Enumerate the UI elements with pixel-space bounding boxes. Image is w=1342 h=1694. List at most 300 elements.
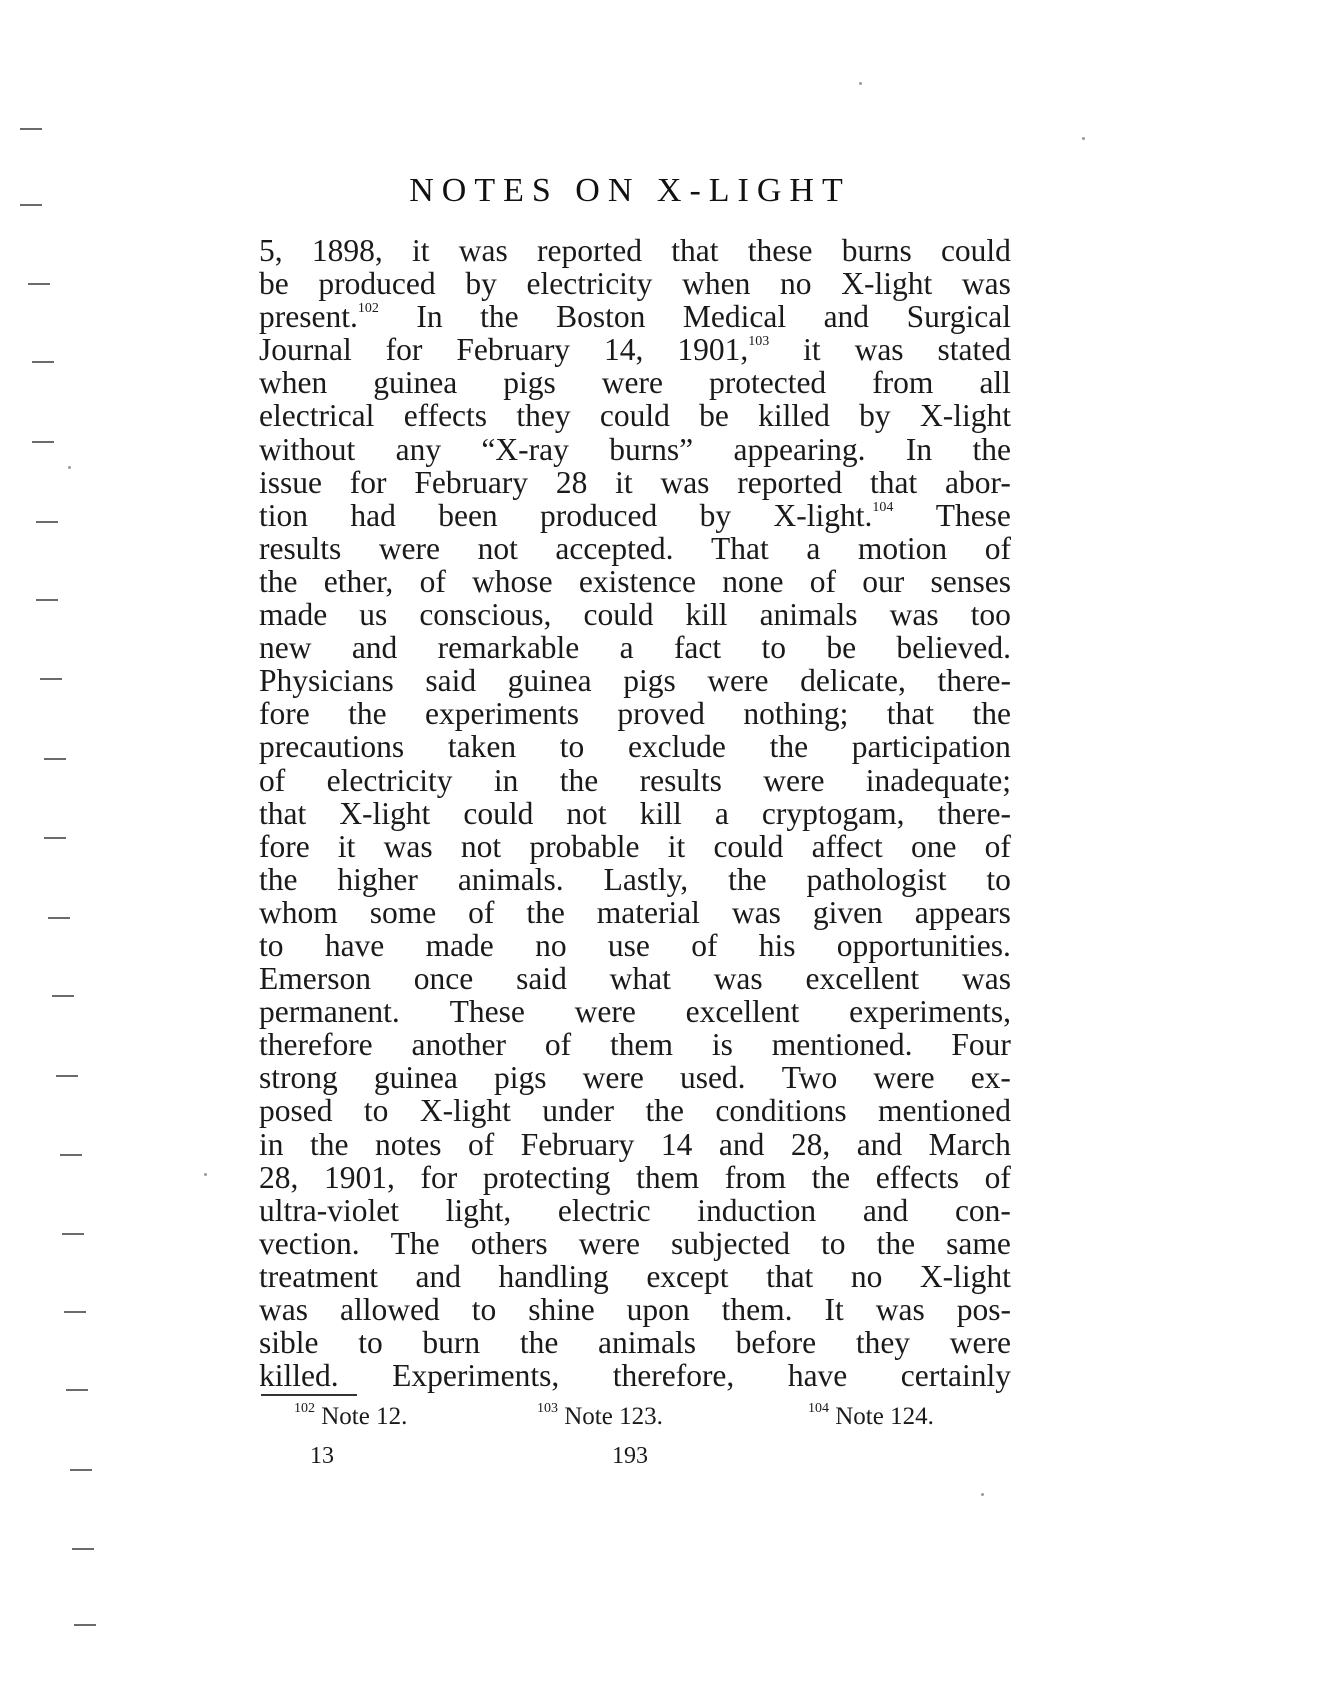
text-line — [259, 1194, 1011, 1227]
word: ultra-violet — [259, 1192, 399, 1228]
word: affect — [811, 828, 883, 864]
word: from — [872, 365, 934, 401]
scan-speck — [204, 1173, 207, 1176]
word: Surgical — [906, 299, 1011, 335]
word: of — [809, 563, 836, 599]
word: a — [714, 795, 729, 831]
word: ex- — [970, 1060, 1011, 1096]
word: whose — [472, 563, 553, 599]
word: reported — [737, 464, 843, 500]
word: to — [358, 1325, 383, 1361]
word: of — [984, 828, 1011, 864]
word: could — [463, 795, 534, 831]
word: were — [949, 1325, 1011, 1361]
binding-mark — [62, 1233, 84, 1235]
binding-mark — [70, 1469, 92, 1471]
word: protecting — [482, 1159, 611, 1195]
word: the — [769, 729, 809, 765]
word: been — [438, 497, 498, 533]
word: given — [812, 894, 883, 930]
word: animals — [759, 597, 858, 633]
word: Emerson — [259, 961, 371, 997]
word: abor- — [945, 464, 1011, 500]
footnote-reference: 104 — [872, 499, 894, 515]
word: fore — [259, 828, 310, 864]
word: for — [349, 464, 387, 500]
word: issue — [259, 464, 322, 500]
word: was — [854, 332, 904, 368]
scan-speck — [981, 1493, 984, 1496]
scan-speck — [68, 466, 71, 469]
word: mentioned. — [771, 1027, 913, 1063]
word: burns” — [609, 431, 694, 467]
word: existence — [578, 563, 696, 599]
word: upon — [626, 1292, 690, 1327]
footnote-102 — [294, 1403, 407, 1431]
word: Lastly, — [603, 861, 689, 897]
word: motion — [857, 530, 948, 566]
word: of — [468, 894, 495, 930]
word: before — [735, 1325, 817, 1361]
word: was — [889, 597, 939, 633]
page-number: 193 — [612, 1443, 648, 1469]
text-line — [259, 1094, 1011, 1127]
binding-mark — [32, 361, 54, 363]
binding-mark — [20, 128, 42, 130]
word: not — [460, 828, 502, 864]
word: once — [413, 961, 474, 997]
word: 28, — [790, 1126, 831, 1162]
word: It — [824, 1292, 844, 1327]
word: a — [806, 530, 821, 566]
word: was — [383, 828, 433, 864]
text-line — [259, 1128, 1011, 1161]
word: Journal — [259, 332, 352, 368]
word: the — [480, 299, 519, 335]
text-line — [259, 1326, 1011, 1359]
word: of — [419, 563, 446, 599]
text-line — [259, 631, 1011, 664]
word: for — [420, 1159, 458, 1195]
word: The — [390, 1225, 440, 1261]
word: was — [875, 1292, 925, 1327]
word: and — [862, 1192, 909, 1228]
binding-mark — [74, 1624, 96, 1626]
word: 28, — [259, 1159, 299, 1195]
word: strong — [259, 1060, 338, 1096]
word: the — [259, 861, 298, 897]
word: burns — [841, 233, 912, 268]
word: any — [395, 431, 442, 467]
text-line — [259, 565, 1011, 598]
word: reported — [537, 233, 642, 268]
word: of — [544, 1027, 572, 1063]
word: In — [416, 299, 443, 335]
word: were — [578, 1225, 640, 1261]
text-line — [259, 234, 1011, 267]
word: was — [458, 233, 508, 268]
word: be — [699, 398, 729, 434]
word: participation — [851, 729, 1011, 765]
word: of — [691, 927, 718, 963]
text-line — [259, 333, 1011, 366]
word: same — [946, 1225, 1011, 1261]
word: Experiments, — [392, 1358, 560, 1394]
word: these — [747, 233, 813, 268]
word: whom — [259, 894, 338, 930]
text-line — [259, 929, 1011, 962]
word: pathologist — [806, 861, 947, 897]
word: to — [821, 1225, 846, 1261]
word: handling — [498, 1258, 609, 1294]
word: used. — [679, 1060, 746, 1096]
word: the — [310, 1126, 349, 1162]
word: the — [259, 563, 298, 599]
word: that — [259, 795, 307, 831]
text-line — [259, 730, 1011, 763]
word: it — [803, 332, 821, 368]
word: except — [646, 1258, 729, 1294]
word: it — [337, 828, 356, 864]
word: them — [636, 1159, 700, 1195]
word: could — [583, 597, 654, 633]
word: not — [477, 530, 518, 566]
footnotes — [294, 1403, 994, 1435]
word: 1901,$^{103}$ — [677, 332, 770, 368]
word: These — [935, 497, 1011, 533]
word: the — [972, 696, 1011, 732]
word: them. — [721, 1292, 793, 1327]
word: material — [596, 894, 700, 930]
word: February — [520, 1126, 635, 1162]
binding-mark — [60, 1154, 82, 1156]
binding-mark — [20, 204, 42, 206]
word: to — [761, 630, 786, 666]
word: the — [645, 1093, 684, 1129]
word: sible — [259, 1325, 319, 1361]
word: fore — [259, 696, 310, 732]
word: one — [910, 828, 957, 864]
binding-mark — [64, 1311, 86, 1313]
footnote-text: Note 124. — [835, 1403, 934, 1430]
word: to — [559, 729, 585, 765]
footnote-text: Note 12. — [321, 1403, 408, 1430]
word: X-light — [339, 795, 431, 831]
word: kill — [685, 597, 728, 633]
word: These — [449, 994, 525, 1030]
word: another — [411, 1027, 506, 1063]
word: pigs — [493, 1060, 547, 1096]
binding-mark — [48, 917, 70, 919]
word: certainly — [900, 1358, 1011, 1394]
word: remarkable — [437, 630, 580, 666]
text-line — [259, 1227, 1011, 1260]
word: X-light — [841, 266, 933, 302]
text-line — [259, 433, 1011, 466]
word: excellent — [805, 961, 920, 997]
word: no — [850, 1258, 883, 1294]
word: experiments, — [849, 994, 1011, 1030]
word: appears — [914, 894, 1011, 930]
text-line — [259, 300, 1011, 333]
text-line — [259, 797, 1011, 830]
word: there- — [937, 795, 1011, 831]
word: to — [986, 861, 1011, 897]
word: Four — [951, 1027, 1011, 1063]
word: was — [259, 1292, 308, 1327]
word: believed. — [896, 630, 1011, 666]
word: Two — [781, 1060, 838, 1096]
text-line — [259, 995, 1011, 1028]
binding-mark — [36, 599, 58, 601]
word: of — [467, 1126, 495, 1162]
word: be — [826, 630, 857, 666]
text-line — [259, 1260, 1011, 1293]
word: when — [682, 266, 751, 302]
word: for — [385, 332, 423, 368]
word: that — [886, 696, 935, 732]
word: accepted. — [555, 530, 674, 566]
word: made — [259, 597, 328, 633]
word: his — [758, 927, 796, 963]
word: animals. — [457, 861, 564, 897]
word: treatment — [259, 1258, 378, 1294]
word: was — [660, 464, 710, 500]
word: it — [667, 828, 686, 864]
word: the — [559, 762, 599, 798]
text-line — [259, 466, 1011, 499]
text-line — [259, 1028, 1011, 1061]
word: new — [259, 630, 312, 666]
word: it — [615, 464, 633, 500]
word: that — [870, 464, 918, 500]
word: Medical — [682, 299, 787, 335]
word: electricity — [526, 266, 653, 302]
word: the — [519, 1325, 559, 1361]
word: February — [456, 332, 571, 368]
word: stated — [937, 332, 1011, 368]
scan-speck — [859, 82, 862, 85]
word: results — [639, 762, 722, 798]
word: conditions — [715, 1093, 847, 1129]
word: experiments — [425, 696, 579, 732]
word: excellent — [685, 994, 800, 1030]
word: were — [378, 530, 441, 566]
word: permanent. — [259, 994, 400, 1030]
word: they — [516, 398, 571, 434]
text-line — [259, 863, 1011, 896]
word: kill — [639, 795, 682, 831]
word: ether, — [323, 563, 394, 599]
word: light, — [445, 1192, 512, 1228]
word: March — [928, 1126, 1011, 1162]
word: animals — [598, 1325, 696, 1361]
word: pos- — [956, 1292, 1011, 1327]
word: is — [711, 1027, 733, 1063]
word: from — [724, 1159, 786, 1195]
word: induction — [697, 1192, 817, 1228]
word: fact — [673, 630, 722, 666]
text-line — [259, 1161, 1011, 1194]
word: said — [425, 663, 477, 699]
word: killed. — [259, 1358, 339, 1394]
word: too — [970, 597, 1011, 633]
text-line — [259, 499, 1011, 532]
word: results — [259, 530, 342, 566]
word: pigs — [503, 365, 556, 401]
word: of — [259, 762, 286, 798]
word: 1898, — [311, 233, 383, 268]
word: in — [493, 762, 519, 798]
left-margin-binding-marks — [0, 0, 120, 1694]
word: the — [526, 894, 565, 930]
word: proved — [617, 696, 705, 732]
word: probable — [529, 828, 640, 864]
word: were — [601, 365, 663, 401]
word: X-light — [919, 398, 1011, 434]
word: a — [619, 630, 634, 666]
word: were — [707, 663, 769, 699]
word: X-light.$^{104}$ — [773, 497, 894, 533]
word: cryptogam, — [761, 795, 905, 831]
word: said — [516, 961, 567, 997]
word: guinea — [373, 1060, 458, 1096]
word: have — [324, 927, 385, 963]
word: others — [470, 1225, 548, 1261]
word: “X-ray — [481, 431, 569, 467]
footnote-text: Note 123. — [564, 1403, 663, 1430]
word: and — [856, 1126, 903, 1162]
word: in — [259, 1126, 284, 1162]
word: present.$^{102}$ — [259, 299, 379, 335]
word: and — [823, 299, 870, 335]
word: all — [979, 365, 1011, 401]
word: conscious, — [419, 597, 552, 633]
word: no — [535, 927, 567, 963]
word: had — [350, 497, 396, 533]
word: the — [348, 696, 387, 732]
word: higher — [337, 861, 418, 897]
binding-mark — [44, 837, 66, 839]
word: and — [351, 630, 398, 666]
word: them — [609, 1027, 673, 1063]
word: therefore, — [612, 1358, 735, 1394]
word: of — [984, 530, 1011, 566]
word: the — [972, 431, 1011, 467]
binding-mark — [52, 995, 74, 997]
word: our — [862, 563, 905, 599]
text-line — [259, 664, 1011, 697]
word: be — [259, 266, 289, 302]
word: were — [574, 994, 636, 1030]
word: Boston — [556, 299, 646, 335]
word: subjected — [671, 1225, 790, 1261]
word: the — [811, 1159, 851, 1195]
word: was — [961, 266, 1011, 302]
text-line — [259, 366, 1011, 399]
footnote-reference: 102 — [357, 301, 379, 317]
word: 14, — [604, 332, 644, 368]
binding-mark — [56, 1075, 78, 1077]
word: that — [766, 1258, 814, 1294]
word: what — [609, 961, 671, 997]
scan-speck — [1082, 137, 1085, 140]
word: and — [718, 1126, 765, 1162]
word: electricity — [326, 762, 453, 798]
binding-mark — [72, 1548, 94, 1550]
word: precautions — [259, 729, 405, 765]
word: senses — [930, 563, 1011, 599]
word: to — [259, 927, 284, 963]
word: not — [566, 795, 607, 831]
word: none — [722, 563, 784, 599]
word: killed — [758, 398, 830, 434]
text-line — [259, 267, 1011, 300]
word: to — [363, 1093, 389, 1129]
word: were — [763, 762, 825, 798]
word: and — [415, 1258, 461, 1294]
word: guinea — [507, 663, 592, 699]
word: the — [728, 861, 767, 897]
word: that — [671, 233, 719, 268]
word: produced — [318, 266, 436, 302]
word: 1901, — [323, 1159, 395, 1195]
text-line — [259, 830, 1011, 863]
word: made — [425, 927, 494, 963]
word: of — [984, 1159, 1011, 1195]
word: no — [780, 266, 812, 302]
word: February — [414, 464, 529, 500]
word: burn — [422, 1325, 481, 1361]
word: mentioned — [878, 1093, 1011, 1129]
word: could — [599, 398, 670, 434]
binding-mark — [36, 521, 58, 523]
word: delicate, — [800, 663, 906, 699]
word: notes — [374, 1126, 442, 1162]
footnote-rule — [261, 1394, 357, 1396]
word: Physicians — [259, 663, 394, 699]
word: 28 — [555, 464, 588, 500]
text-line — [259, 399, 1011, 432]
word: electrical — [259, 398, 375, 434]
word: tion — [259, 497, 309, 533]
word: was — [713, 961, 763, 997]
footnote-marker: 102 — [294, 1401, 315, 1416]
word: exclude — [627, 729, 726, 765]
word: could — [940, 233, 1011, 268]
footnote-104 — [808, 1403, 934, 1431]
word: there- — [937, 663, 1011, 699]
word: was — [962, 961, 1011, 997]
word: taken — [447, 729, 517, 765]
word: therefore — [259, 1027, 373, 1063]
word: vection. — [259, 1225, 360, 1261]
text-line — [259, 1293, 1011, 1326]
binding-mark — [44, 758, 66, 760]
word: use — [607, 927, 650, 963]
running-head: NOTES ON X-LIGHT — [409, 172, 851, 209]
text-line — [259, 896, 1011, 929]
word: were — [582, 1060, 644, 1096]
word: inadequate; — [865, 762, 1011, 798]
word: guinea — [373, 365, 458, 401]
word: have — [787, 1358, 848, 1394]
word: by — [859, 398, 891, 434]
word: the — [876, 1225, 916, 1261]
word: could — [713, 828, 784, 864]
word: 5, — [259, 233, 283, 268]
word: effects — [875, 1159, 960, 1195]
